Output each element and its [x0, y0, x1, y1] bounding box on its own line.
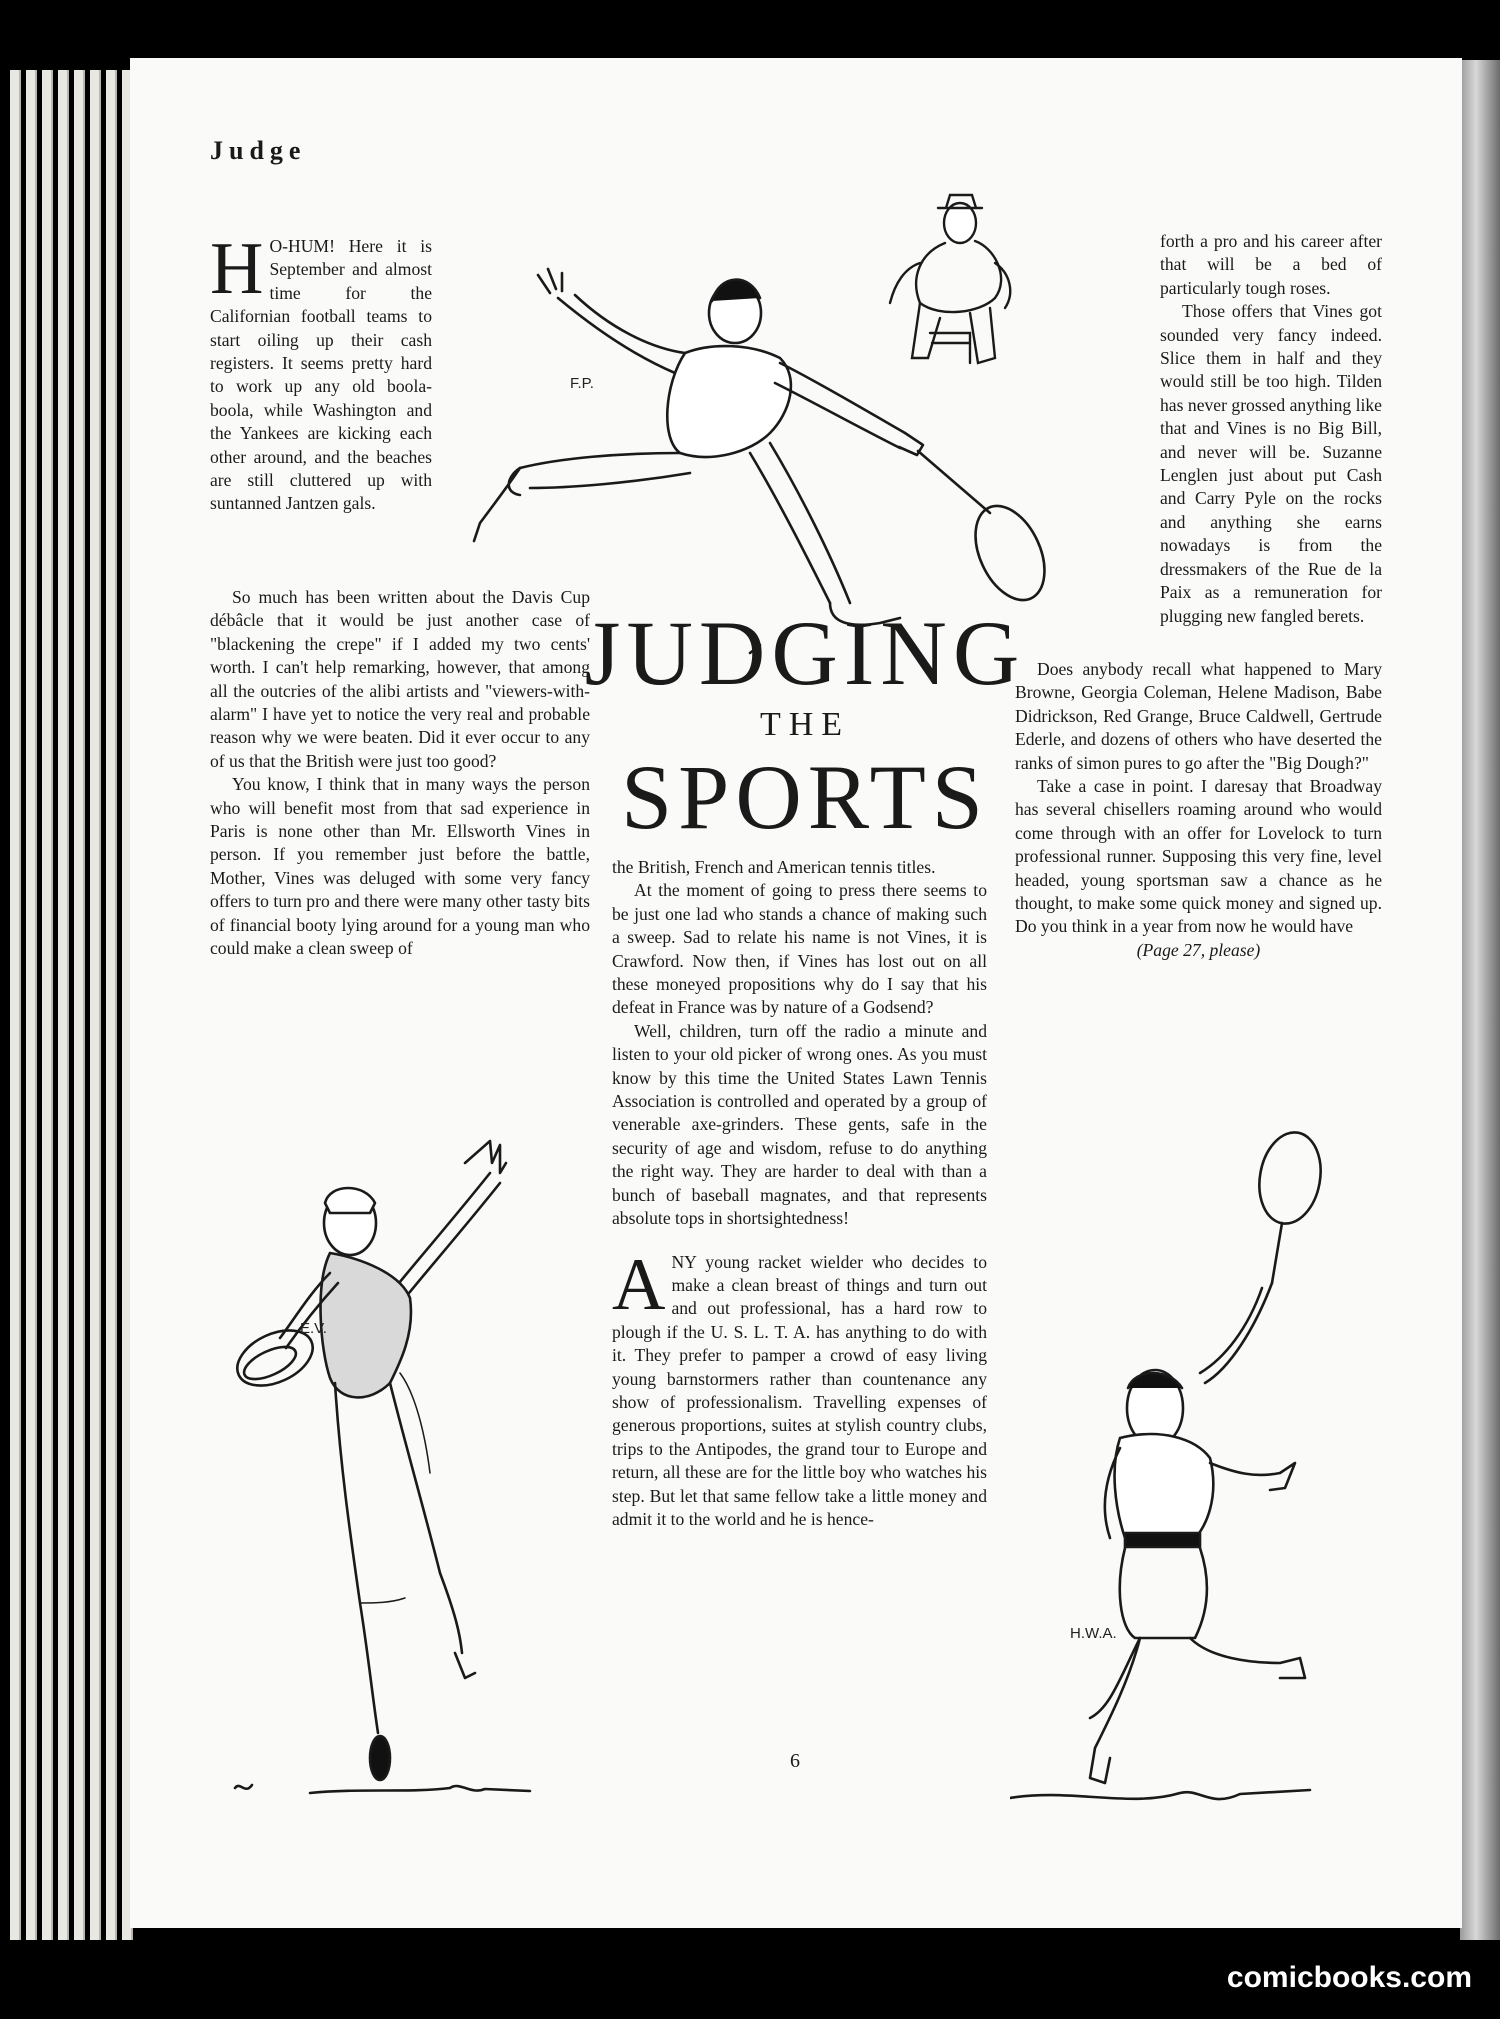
drop-cap: A: [612, 1243, 666, 1326]
article-paragraph: You know, I think that in many ways the person who will benefit most from that sad experience in Paris is none other than Mr. Ellsworth Vines in person. If you remember just before the battle, Mother, Vines was deluged with some very fancy offers to turn pro and there were many other tasty bits of financial booty lying around for a young man who could make a clean sweep of: [210, 774, 590, 959]
left-text-column-lower: [210, 586, 590, 961]
article-paragraph: ANY young racket wielder who decides to make a clean breast of things and turn out and out professional, has a hard row to plough if the U. S. L. T. A. has anything to do with it. They prefer to pamper a crowd of easy living young barnstormers rather than countenance any show of professionalism. Travelling expenses of generous proportions, suites at stylish country clubs, trips to the Antipodes, the grand tour to Europe and return, all these are for the little boy who watches his step. But let that same fellow take a little money and admit it to the world and he is hence-: [612, 1243, 987, 1529]
article-paragraph: At the moment of going to press there seems to be just one lad who stands a chance of making such a sweep. Sad to relate his name is not Vines, it is Crawford. Now then, if Vines has lost out on all these moneyed propositions why do I say that his defeat in France was by nature of a Godsend?: [612, 880, 987, 1018]
title-line-the: THE: [759, 706, 851, 743]
tennis-player-serving-illustration: [1010, 1118, 1430, 1808]
title-line-judging: JUDGING: [584, 602, 1026, 704]
article-paragraph: the British, French and American tennis titles.: [612, 857, 936, 877]
continued-notice: (Page 27, please): [1136, 939, 1261, 960]
drop-cap: H: [210, 228, 264, 310]
illustrator-signature: F.P.: [570, 375, 594, 392]
magazine-header: Judge: [210, 136, 307, 165]
article-paragraph: H O-HUM! Here it is September and almost time for the Californian football teams to start oiling up their cash registers. It seems pretty hard to work up any old boola-boola, while Washington and the Yankees are kicking each other around, and the beaches are still cluttered up with suntanned Jantzen gals.: [210, 228, 432, 514]
article-paragraph: Take a case in point. I daresay that Broadway has several chisellers roaming around who would come through with an offer for Lovelock to turn professional runner. Supposing this very fine, level headed, young sportsman saw a chance as he thought, to make some quick money and signed up. Do you think in a year from now he would have: [1015, 776, 1382, 937]
magazine-page: [130, 58, 1462, 1928]
right-text-column-lower: [1015, 658, 1382, 962]
tennis-player-leaping-illustration: [200, 1133, 600, 1803]
illustrator-signature: H.W.A.: [1070, 1625, 1117, 1642]
article-title: [570, 603, 1040, 847]
right-text-column: [1160, 230, 1382, 628]
middle-text-column: [612, 856, 987, 1531]
page-number: 6: [790, 1750, 800, 1772]
article-paragraph: forth a pro and his career after that will be a bed of particularly tough roses.: [1160, 231, 1382, 298]
book-right-edge: [1460, 60, 1500, 1940]
watermark: comicbooks.com: [1226, 1961, 1472, 1994]
book-page-edges: [0, 70, 148, 1940]
article-paragraph: So much has been written about the Davis Cup débâcle that it would be just another case of "blackening the crepe" if I added my two cents' worth. I can't help remarking, however, that among all the outcries of the alibi artists and "viewers-with-alarm" I have yet to notice the very real and probable reason why we were beaten. Did it ever occur to any of us that the British were just too good?: [210, 587, 590, 771]
article-paragraph: Those offers that Vines got sounded very fancy indeed. Slice them in half and they would still be too high. Tilden has never grossed anything like that and Vines is no Big Bill, and never will be. Suzanne Lenglen just about put Cash and Carry Pyle on the rocks and anything she earns nowadays is from the dressmakers of the Rue de la Paix as a remuneration for plugging new fangled berets.: [1160, 301, 1382, 626]
article-paragraph: Does anybody recall what happened to Mary Browne, Georgia Coleman, Helene Madison, Babe Didrickson, Red Grange, Bruce Caldwell, Gertrude Ederle, and dozens of others who have deserted the ranks of simon pures to go after the "Big Dough?": [1015, 659, 1382, 773]
article-paragraph: Well, children, turn off the radio a minute and listen to your old picker of wrong ones. As you must know by this time the United States Lawn Tennis Association is controlled and operated by a group of venerable axe-grinders. These gents, safe in the security of age and wisdom, refuse to do anything the right way. They are harder to deal with than a bunch of baseball magnates, and that represents absolute tops in shortsightedness!: [612, 1020, 987, 1229]
illustrator-signature: E.V.: [300, 1320, 327, 1337]
left-text-column: [210, 228, 432, 516]
title-line-sports: SPORTS: [621, 746, 989, 848]
